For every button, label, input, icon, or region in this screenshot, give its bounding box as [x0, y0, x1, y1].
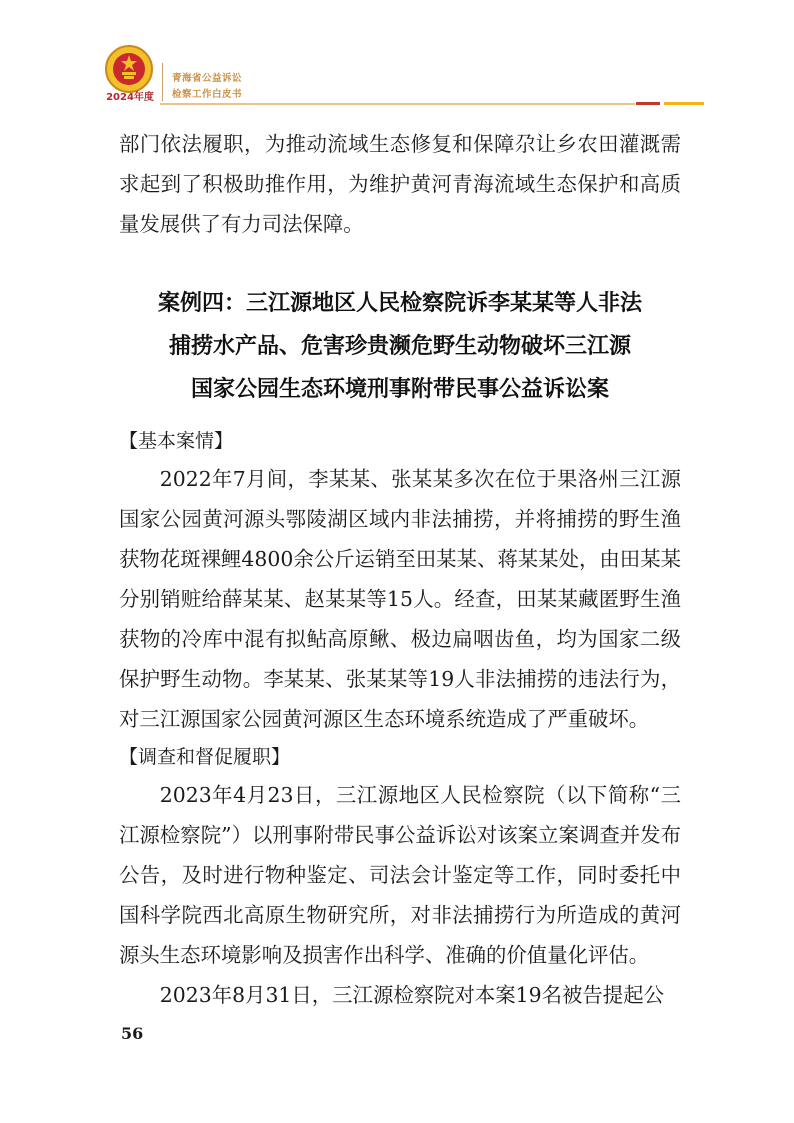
page-header [0, 0, 794, 112]
header-rule [160, 103, 635, 105]
procuratorate-emblem-icon [104, 44, 154, 94]
section-heading-basic-facts: 【基本案情】 [119, 430, 234, 452]
case-title-line3: 国家公园生态环境刑事附带民事公益诉讼案 [190, 377, 609, 402]
case-title-line1: 案例四：三江源地区人民检察院诉李某某等人非法 [157, 291, 642, 316]
section-heading-investigation: 【调查和督促履职】 [119, 746, 291, 768]
page-content [119, 124, 681, 1015]
page-number: 56 [121, 1024, 144, 1043]
basic-facts-paragraph: 2022年7月间，李某某、张某某多次在位于果洛州三江源国家公园黄河源头鄂陵湖区域内非法捕捞，并将捕捞的野生渔获物花斑裸鲤4800余公斤运销至田某某、蒋某某处，由田某某分别销赃给薛某某、赵某某等15人。经查，田某某藏匿野生渔获物的冷库中混有拟鲇高原鳅、极边扁咽齿鱼，均为国家二级保护野生动物。李某某、张某某等19人非法捕捞的违法行为，对三江源国家公园黄河源区生态环境系统造成了严重破坏。 [119, 467, 681, 731]
intro-paragraph: 部门依法履职，为推动流域生态修复和保障尕让乡农田灌溉需求起到了积极助推作用，为维护黄河青海流域生态保护和高质量发展供了有力司法保障。 [119, 132, 681, 236]
year-label: 2024年度 [106, 92, 154, 103]
header-divider [162, 63, 163, 101]
header-rule-accent-yellow [664, 102, 704, 105]
investigation-paragraph-1: 2023年4月23日，三江源地区人民检察院（以下简称“三江源检察院”）以刑事附带民事公益诉讼对该案立案调查并发布公告，及时进行物种鉴定、司法会计鉴定等工作，同时委托中国科学院西北高原生物研究所，对非法捕捞行为所造成的黄河源头生态环境影响及损害作出科学、准确的价值量化评估。 [119, 783, 681, 967]
header-title-line1: 青海省公益诉讼 [172, 73, 243, 84]
header-rule-accent-red [636, 102, 660, 105]
case-title [119, 282, 681, 411]
investigation-paragraph-2: 2023年8月31日，三江源检察院对本案19名被告提起公 [159, 983, 664, 1007]
case-title-line2: 捕捞水产品、危害珍贵濒危野生动物破坏三江源 [168, 334, 631, 359]
header-title-line2: 检察工作白皮书 [172, 89, 243, 100]
